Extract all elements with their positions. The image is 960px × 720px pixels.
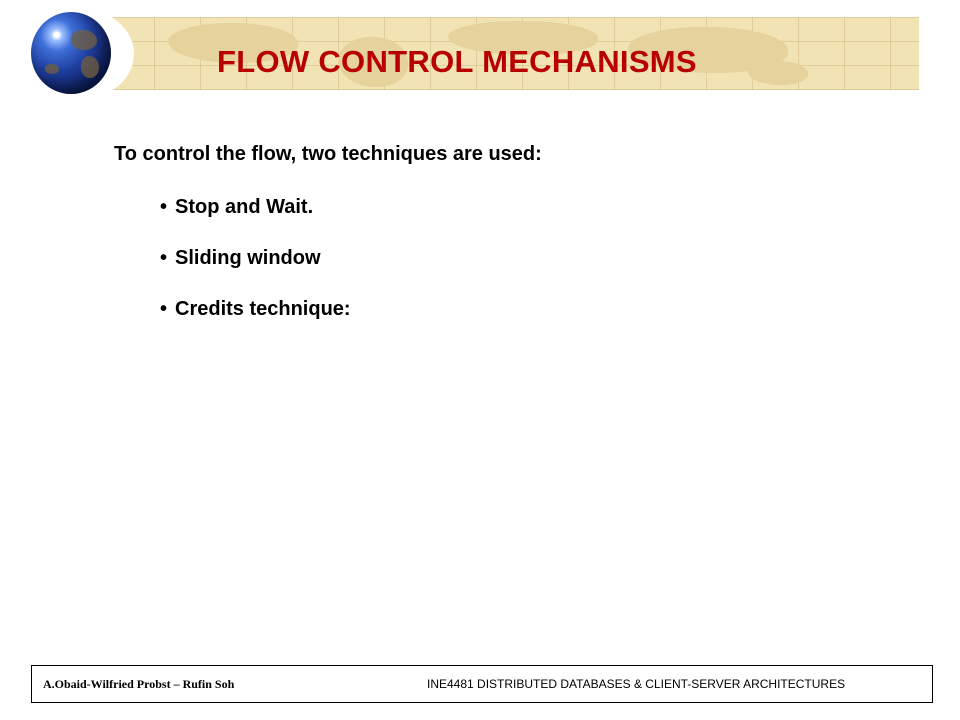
footer-course: INE4481 DISTRIBUTED DATABASES & CLIENT-SERVER ARCHITECTURES	[427, 677, 846, 691]
bullet-marker: •	[160, 298, 168, 320]
bullet-marker: •	[160, 247, 168, 269]
footer-authors: A.Obaid-Wilfried Probst – Rufin Soh	[43, 677, 235, 691]
map-continent	[748, 61, 808, 85]
footer-bar	[31, 665, 933, 703]
bullet-item	[160, 196, 351, 247]
bullet-item	[160, 247, 351, 298]
globe-land	[45, 64, 59, 74]
bullet-text: Stop and Wait.	[175, 196, 314, 218]
bullet-marker: •	[160, 196, 168, 218]
bullet-list	[160, 196, 351, 349]
slide-title: FLOW CONTROL MECHANISMS	[217, 44, 697, 79]
intro-text: To control the flow, two techniques are used:	[114, 143, 542, 165]
globe-land	[71, 30, 97, 50]
globe-land	[81, 56, 99, 78]
globe-icon	[31, 12, 111, 94]
bullet-text: Sliding window	[175, 247, 321, 269]
bullet-text: Credits technique:	[175, 298, 351, 320]
bullet-item	[160, 298, 351, 349]
